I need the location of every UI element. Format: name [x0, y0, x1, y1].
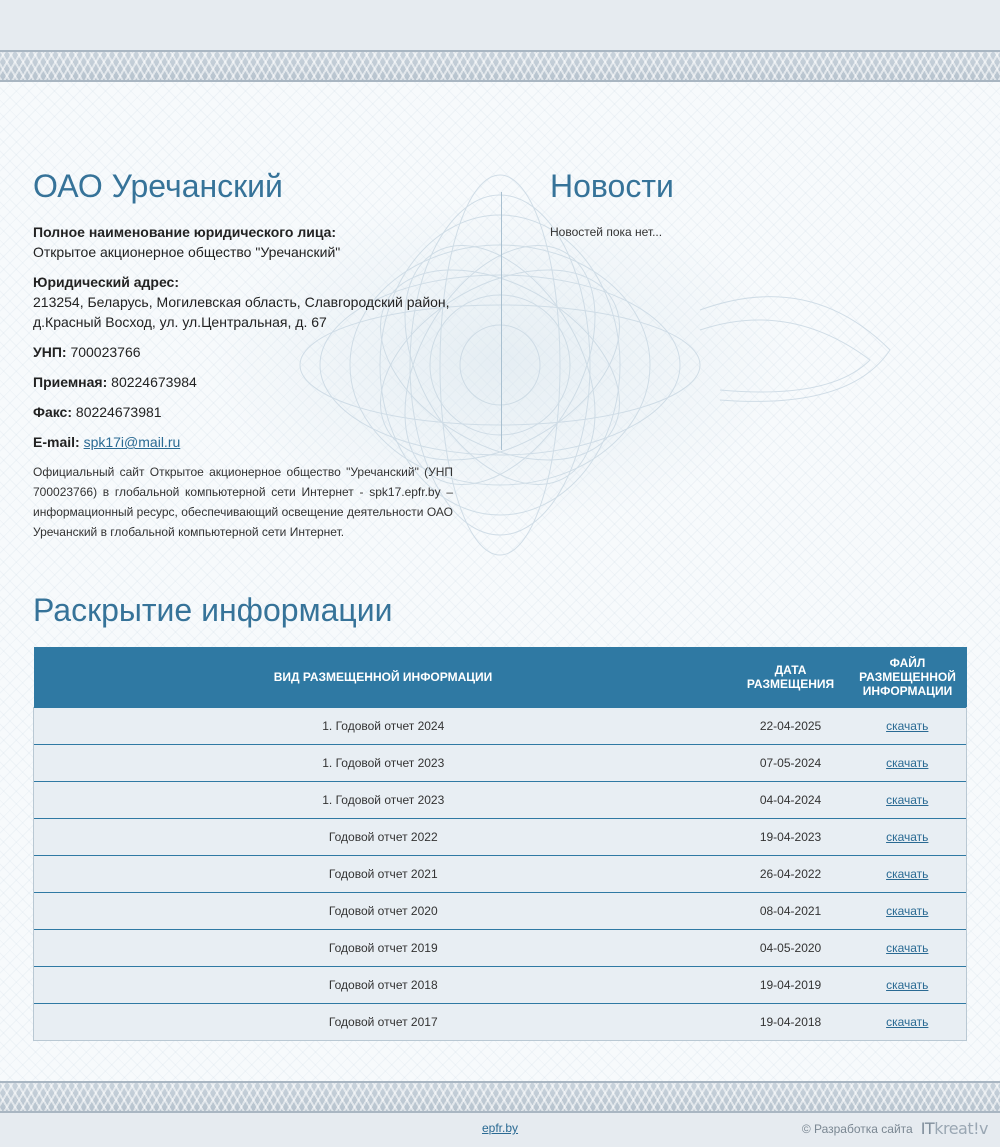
- header-date: ДАТА РАЗМЕЩЕНИЯ: [733, 647, 849, 708]
- reception-value: 80224673984: [111, 374, 197, 390]
- header-type: ВИД РАЗМЕЩЕННОЙ ИНФОРМАЦИИ: [34, 647, 733, 708]
- row-name: Годовой отчет 2020: [34, 893, 733, 930]
- full-name-value: Открытое акционерное общество "Уречанский": [33, 244, 341, 260]
- table-row: [34, 967, 967, 1004]
- fax-label: Факс:: [33, 404, 73, 420]
- row-file-cell: [849, 856, 967, 893]
- row-date: 19-04-2019: [733, 967, 849, 1004]
- row-date: 07-05-2024: [733, 745, 849, 782]
- row-file-cell: [849, 819, 967, 856]
- row-file-cell: [849, 930, 967, 967]
- header-file: ФАЙЛ РАЗМЕЩЕННОЙ ИНФОРМАЦИИ: [849, 647, 967, 708]
- table-row: [34, 708, 967, 745]
- unp-label: УНП:: [33, 344, 67, 360]
- row-date: 26-04-2022: [733, 856, 849, 893]
- download-link[interactable]: скачать: [886, 867, 929, 881]
- row-file-cell: [849, 967, 967, 1004]
- footer: [0, 1113, 1000, 1147]
- about-text: Официальный сайт Открытое акционерное общество "Уречанский" (УНП 700023766) в глобальной компьютерной сети Интернет - spk17.epfr.by – информационный ресурс, обеспечивающий освещение деятельности ОАО Уречанский в глобальной компьютерной сети Интернет.: [33, 465, 453, 539]
- row-name: Годовой отчет 2017: [34, 1004, 733, 1041]
- reception-label: Приемная:: [33, 374, 108, 390]
- row-date: 08-04-2021: [733, 893, 849, 930]
- download-link[interactable]: скачать: [886, 904, 929, 918]
- fax-value: 80224673981: [75, 404, 162, 420]
- address-value: 213254, Беларусь, Могилевская область, Славгородский район, д.Красный Восход, ул. ул.Центральная, д. 67: [33, 294, 450, 330]
- disclosure-title: Раскрытие информации: [33, 592, 393, 628]
- credit-text: © Разработка сайта: [801, 1121, 913, 1136]
- row-file-cell: [849, 708, 967, 745]
- column-divider: [501, 192, 502, 450]
- footer-credit: [802, 1119, 988, 1138]
- row-file-cell: [849, 1004, 967, 1041]
- row-date: 19-04-2023: [733, 819, 849, 856]
- email-link[interactable]: spk17i@mail.ru: [83, 434, 181, 450]
- row-name: 1. Годовой отчет 2023: [34, 745, 733, 782]
- footer-site-link[interactable]: epfr.by: [482, 1121, 519, 1135]
- row-file-cell: [849, 893, 967, 930]
- table-row: [34, 745, 967, 782]
- company-title: ОАО Уречанский: [33, 168, 283, 204]
- row-name: 1. Годовой отчет 2023: [34, 782, 733, 819]
- table-row: [34, 893, 967, 930]
- download-link[interactable]: скачать: [886, 941, 929, 955]
- row-file-cell: [849, 782, 967, 819]
- download-link[interactable]: скачать: [886, 793, 929, 807]
- row-name: 1. Годовой отчет 2024: [34, 708, 733, 745]
- table-row: [34, 930, 967, 967]
- disclosure-table: [33, 647, 967, 1041]
- download-link[interactable]: скачать: [886, 830, 929, 844]
- row-date: 22-04-2025: [733, 708, 849, 745]
- header-ornament: [0, 50, 1000, 82]
- company-info: [33, 222, 453, 542]
- news-empty-text: Новостей пока нет...: [550, 225, 663, 239]
- developer-logo-rest: kreat!v: [934, 1119, 988, 1138]
- table-row: [34, 856, 967, 893]
- full-name-field: [33, 222, 453, 262]
- download-link[interactable]: скачать: [886, 756, 929, 770]
- row-date: 04-04-2024: [733, 782, 849, 819]
- developer-logo-it: IT: [920, 1119, 935, 1138]
- email-label: E-mail:: [33, 434, 80, 450]
- table-row: [34, 819, 967, 856]
- reception-field: [33, 372, 453, 392]
- download-link[interactable]: скачать: [886, 1015, 929, 1029]
- unp-value: 700023766: [70, 344, 141, 360]
- address-label: Юридический адрес:: [33, 274, 179, 290]
- row-name: Годовой отчет 2021: [34, 856, 733, 893]
- table-row: [34, 1004, 967, 1041]
- table-row: [34, 782, 967, 819]
- row-name: Годовой отчет 2018: [34, 967, 733, 1004]
- row-date: 19-04-2018: [733, 1004, 849, 1041]
- email-field: [33, 432, 453, 452]
- developer-logo[interactable]: [921, 1119, 988, 1138]
- row-name: Годовой отчет 2019: [34, 930, 733, 967]
- full-name-label: Полное наименование юридического лица:: [33, 224, 337, 240]
- download-link[interactable]: скачать: [886, 719, 929, 733]
- address-field: [33, 272, 453, 332]
- table-header-row: [34, 647, 967, 708]
- row-name: Годовой отчет 2022: [34, 819, 733, 856]
- row-file-cell: [849, 745, 967, 782]
- news-title: Новости: [550, 168, 674, 204]
- footer-ornament: [0, 1081, 1000, 1113]
- fax-field: [33, 402, 453, 422]
- download-link[interactable]: скачать: [886, 978, 929, 992]
- row-date: 04-05-2020: [733, 930, 849, 967]
- unp-field: [33, 342, 453, 362]
- top-bar: [0, 0, 1000, 50]
